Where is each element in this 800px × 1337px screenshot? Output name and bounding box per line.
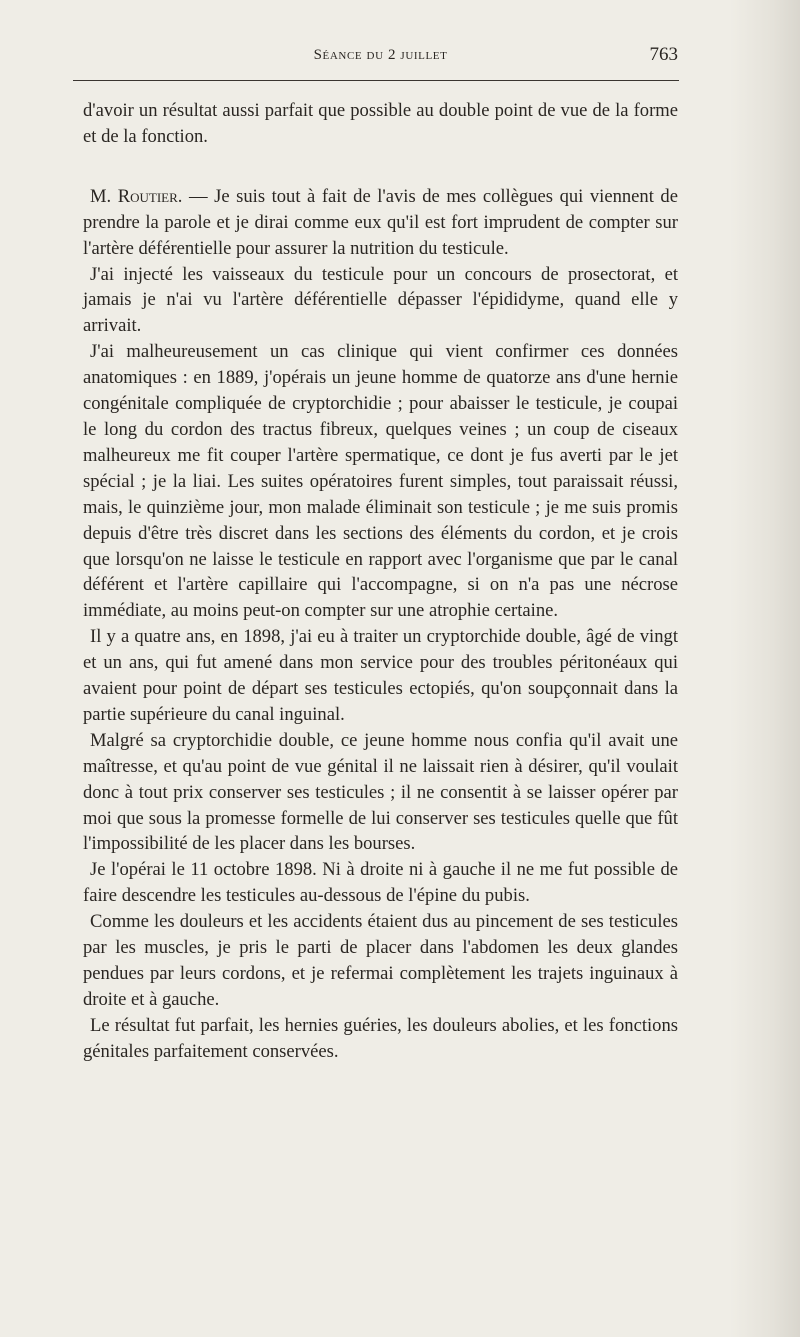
page-edge-shadow <box>730 0 800 1337</box>
paragraph-clinical-case: J'ai malheureusement un cas clinique qui vient confirmer ces données anatomiques : en 1889, j'opérais un jeune homme de quatorze ans d'une hernie congénitale compliquée de cryptorchidie ; pour abaisser le testicule, je coupai le long du cordon des tractus fibreux, quelques veines ; un coup de ciseaux malheureux me fit couper l'artère spermatique, ce dont je fus averti par le jet spécial ; je la liai. Les suites opératoires furent simples, tout paraissait réussi, mais, le quinzième jour, mon malade éliminait son testicule ; je me suis promis depuis d'être très discret dans les sections des éléments du cordon, et je crois que lorsqu'on ne laisse le testicule en rapport avec l'organisme que par le canal déférent et l'artère capillaire qui l'accompagne, si on n'a pas une nécrose immédiate, au moins peut-on compter sur une atrophie certaine. <box>83 341 678 622</box>
paragraph-operation: Je l'opérai le 11 octobre 1898. Ni à droite ni à gauche il ne me fut possible de faire descendre les testicules au-dessous de l'épine du pubis. <box>83 859 678 907</box>
paragraph-cryptorchid: Il y a quatre ans, en 1898, j'ai eu à traiter un cryptorchide double, âgé de vingt et un ans, qui fut amené dans mon service pour des troubles péritonéaux qui avaient pour point de départ ses testicules ectopiés, qu'on soupçonnait dans la partie supérieure du canal inguinal. <box>83 626 678 725</box>
speaker-prefix: M. <box>90 185 118 207</box>
paragraph-procedure: Comme les douleurs et les accidents étaient dus au pincement de ses testicules par les muscles, je pris le parti de placer dans l'abdomen les deux glandes pendues par leurs cordons, et je refermai complètement les trajets inguinaux à droite et à gauche. <box>83 911 678 1010</box>
page-number: 763 <box>649 44 678 65</box>
header-rule <box>73 80 679 81</box>
paragraph-continuation: d'avoir un résultat aussi parfait que possible au double point de vue de la forme et de la fonction. <box>83 100 678 147</box>
paragraph-routier-text: . — Je suis tout à fait de l'avis de mes collègues qui viennent de prendre la parole et je dirai comme eux qu'il est fort imprudent de compter sur l'artère déférentielle pour assurer la nutrition du testicule. <box>83 185 678 259</box>
paragraph-injection: J'ai injecté les vaisseaux du testicule pour un concours de prosectorat, et jamais je n'ai vu l'artère déférentielle dépasser l'épididyme, quand elle y arrivait. <box>83 263 678 337</box>
paragraph-result: Le résultat fut parfait, les hernies guéries, les douleurs abolies, et les fonctions génitales parfaitement conservées. <box>83 1014 678 1062</box>
page-body <box>83 98 678 1065</box>
paragraph-routier <box>83 184 678 262</box>
running-title: Séance du 2 juillet <box>313 47 448 63</box>
page-header <box>83 44 678 74</box>
speaker-name: Routier <box>117 185 178 207</box>
paragraph-patient-wish: Malgré sa cryptorchidie double, ce jeune homme nous confia qu'il avait une maîtresse, et qu'au point de vue génital il ne laissait rien à désirer, qu'il voulait donc à tout prix conserver ses testicules ; il ne consentit à se laisser opérer par moi que sous la promesse formelle de lui conserver ses testicules quelle que fût l'impossibilité de les placer dans les bourses. <box>83 729 678 855</box>
